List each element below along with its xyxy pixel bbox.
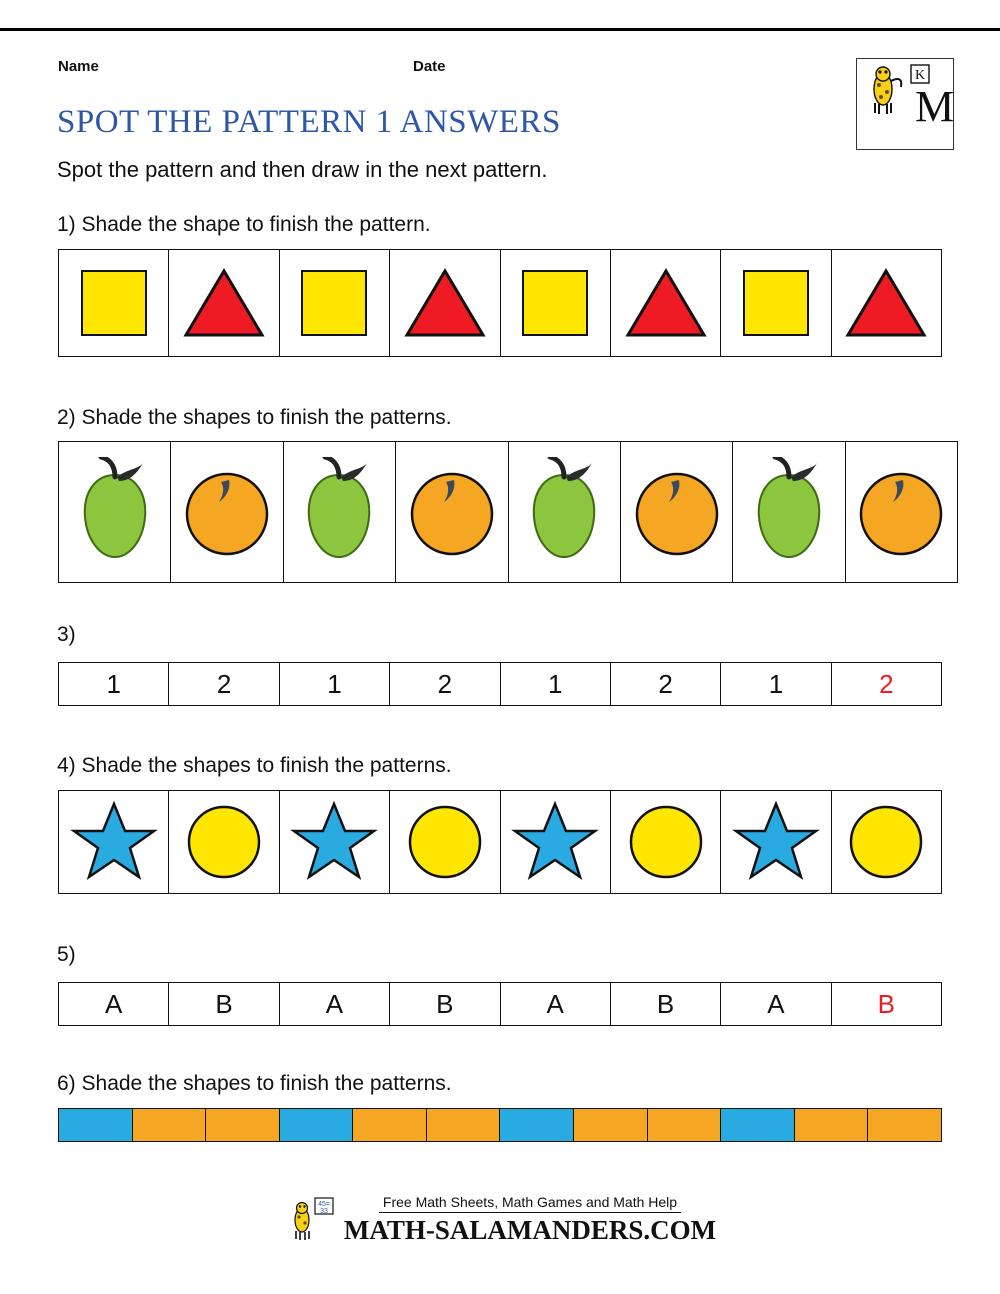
pattern-cell-orange[interactable]	[427, 1109, 501, 1141]
pattern-cell-orange[interactable]	[574, 1109, 648, 1141]
pattern-cell[interactable]	[396, 442, 508, 582]
page-title: SPOT THE PATTERN 1 ANSWERS	[57, 104, 561, 140]
name-label: Name	[58, 58, 99, 75]
question-3-strip	[58, 662, 942, 706]
question-3-label: 3)	[57, 623, 76, 646]
question-6-strip	[58, 1108, 942, 1142]
circle-yellow-icon	[846, 802, 926, 882]
pattern-cell-answer[interactable]: 2	[879, 668, 894, 699]
question-1-label: 1) Shade the shape to finish the pattern.	[57, 213, 431, 236]
pattern-cell-blue[interactable]	[721, 1109, 795, 1141]
question-6-label: 6) Shade the shapes to finish the patterns.	[57, 1072, 452, 1095]
pattern-cell-answer[interactable]: B	[877, 988, 895, 1019]
pattern-cell[interactable]: 2	[390, 663, 500, 705]
svg-text:45=: 45=	[317, 1201, 330, 1208]
star-blue-icon	[732, 800, 820, 884]
pattern-cell[interactable]	[501, 791, 611, 893]
pattern-cell[interactable]: 1	[501, 663, 611, 705]
orange-icon	[629, 464, 725, 560]
pattern-cell[interactable]: 2	[611, 663, 721, 705]
pattern-cell[interactable]	[832, 250, 941, 356]
pattern-cell-blue[interactable]	[500, 1109, 574, 1141]
header-fields	[58, 58, 818, 80]
pattern-cell[interactable]	[390, 250, 500, 356]
question-2-label: 2) Shade the shapes to finish the patterns.	[57, 406, 452, 429]
apple-green-icon	[65, 457, 165, 567]
pattern-cell[interactable]	[846, 442, 957, 582]
pattern-cell[interactable]	[284, 442, 396, 582]
pattern-cell-orange[interactable]	[795, 1109, 869, 1141]
apple-green-icon	[289, 457, 389, 567]
top-divider	[0, 28, 1000, 31]
pattern-cell-blue[interactable]	[280, 1109, 354, 1141]
salamander-logo-icon	[284, 1196, 344, 1258]
pattern-cell[interactable]	[390, 791, 500, 893]
square-yellow-icon	[81, 270, 147, 336]
pattern-cell[interactable]: A	[280, 983, 390, 1025]
question-4-label: 4) Shade the shapes to finish the patterns.	[57, 754, 452, 777]
question-5-strip	[58, 982, 942, 1026]
pattern-cell-orange[interactable]	[206, 1109, 280, 1141]
pattern-cell[interactable]	[59, 250, 169, 356]
pattern-cell[interactable]: 2	[169, 663, 279, 705]
pattern-cell[interactable]	[721, 250, 831, 356]
logo-inner	[857, 59, 953, 149]
square-yellow-icon	[301, 270, 367, 336]
salamander-logo-icon	[857, 59, 953, 149]
pattern-cell[interactable]	[733, 442, 845, 582]
pattern-cell[interactable]: A	[721, 983, 831, 1025]
svg-text:33: 33	[319, 1208, 328, 1215]
apple-green-icon	[739, 457, 839, 567]
circle-yellow-icon	[405, 802, 485, 882]
star-blue-icon	[511, 800, 599, 884]
pattern-cell[interactable]: A	[59, 983, 169, 1025]
pattern-cell[interactable]: B	[169, 983, 279, 1025]
pattern-cell[interactable]	[611, 791, 721, 893]
pattern-cell-orange[interactable]	[133, 1109, 207, 1141]
footer-brand: MATH-SALAMANDERS.COM	[343, 1215, 717, 1245]
pattern-cell-orange[interactable]	[353, 1109, 427, 1141]
pattern-cell[interactable]	[59, 791, 169, 893]
pattern-cell[interactable]: 1	[721, 663, 831, 705]
pattern-cell[interactable]	[832, 791, 941, 893]
pattern-cell[interactable]	[169, 250, 279, 356]
question-4-strip	[58, 790, 942, 894]
pattern-cell-blue[interactable]	[59, 1109, 133, 1141]
pattern-cell[interactable]: 1	[59, 663, 169, 705]
logo-letter: K	[914, 68, 926, 83]
pattern-cell[interactable]	[611, 250, 721, 356]
square-yellow-icon	[522, 270, 588, 336]
question-2-strip	[58, 441, 958, 583]
date-label: Date	[413, 58, 446, 75]
triangle-red-icon	[403, 267, 487, 339]
star-blue-icon	[70, 800, 158, 884]
pattern-cell[interactable]	[171, 442, 283, 582]
logo-box	[856, 58, 954, 150]
triangle-red-icon	[182, 267, 266, 339]
pattern-cell[interactable]	[621, 442, 733, 582]
pattern-cell[interactable]	[509, 442, 621, 582]
pattern-cell-orange[interactable]	[648, 1109, 722, 1141]
circle-yellow-icon	[184, 802, 264, 882]
orange-icon	[404, 464, 500, 560]
pattern-cell[interactable]	[721, 791, 831, 893]
page-subtitle: Spot the pattern and then draw in the next pattern.	[57, 157, 548, 182]
pattern-cell[interactable]	[280, 250, 390, 356]
footer-tagline: Free Math Sheets, Math Games and Math Help	[379, 1194, 681, 1213]
question-1-strip	[58, 249, 942, 357]
circle-yellow-icon	[626, 802, 706, 882]
pattern-cell[interactable]: 1	[280, 663, 390, 705]
svg-text:M: M	[915, 82, 953, 131]
pattern-cell[interactable]: B	[390, 983, 500, 1025]
pattern-cell[interactable]	[59, 442, 171, 582]
question-5-label: 5)	[57, 943, 76, 966]
triangle-red-icon	[624, 267, 708, 339]
pattern-cell-orange[interactable]	[868, 1109, 941, 1141]
apple-green-icon	[514, 457, 614, 567]
footer-content	[284, 1194, 716, 1246]
footer	[0, 1194, 1000, 1246]
star-blue-icon	[290, 800, 378, 884]
pattern-cell[interactable]: B	[611, 983, 721, 1025]
pattern-cell[interactable]: A	[501, 983, 611, 1025]
pattern-cell[interactable]	[501, 250, 611, 356]
pattern-cell[interactable]	[280, 791, 390, 893]
orange-icon	[179, 464, 275, 560]
square-yellow-icon	[743, 270, 809, 336]
triangle-red-icon	[844, 267, 928, 339]
pattern-cell[interactable]	[169, 791, 279, 893]
orange-icon	[853, 464, 949, 560]
